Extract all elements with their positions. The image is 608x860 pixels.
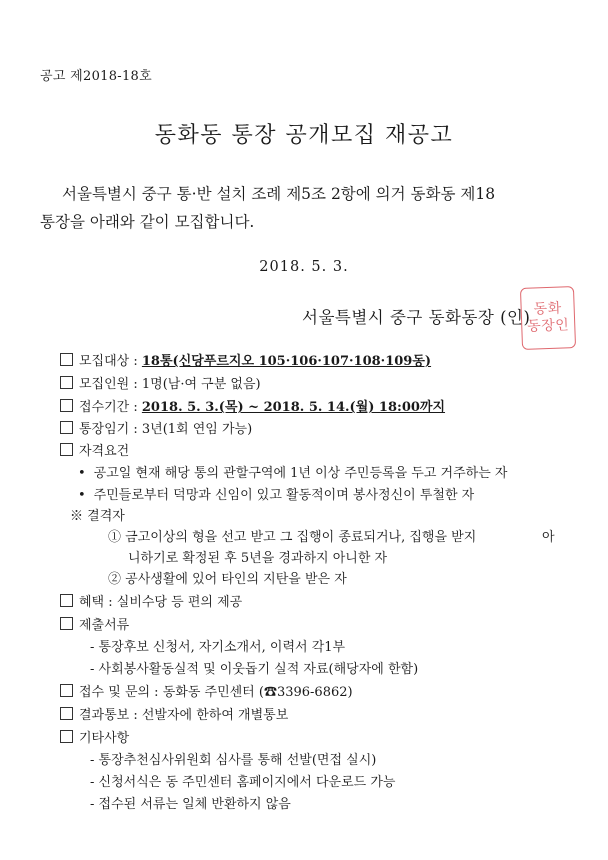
disqualification-1: ① 금고이상의 형을 선고 받고 그 집행이 종료되거나, 집행을 받지 <box>108 530 477 545</box>
disqualification-2: ② 공사생활에 있어 타인의 지탄을 받은 자 <box>108 572 347 587</box>
item-qualification: 자격요건 <box>60 440 129 459</box>
bullet-icon: • <box>78 488 86 503</box>
seal-text-1: 동화 <box>533 300 562 318</box>
item-period: 접수기간 : 2018. 5. 3.(목) ~ 2018. 5. 14.(월) 18:00까지 <box>60 396 445 415</box>
checkbox-square-icon <box>60 376 73 389</box>
page-title: 동화동 통장 공개모집 재공고 <box>154 123 454 148</box>
item-other: 기타사항 <box>60 727 129 746</box>
other-2: - 신청서식은 동 주민센터 홈페이지에서 다운로드 가능 <box>90 775 396 790</box>
reference-mark-icon: ※ <box>70 509 84 524</box>
checkbox-square-icon <box>60 617 73 630</box>
item-benefit: 혜택 : 실비수당 등 편의 제공 <box>60 591 242 610</box>
checkbox-square-icon <box>60 730 73 743</box>
qualification-1: • 공고일 현재 해당 통의 관할구역에 1년 이상 주민등록을 두고 거주하는 자 <box>78 466 508 481</box>
disqualification-1-cont: 니하기로 확정된 후 5년을 경과하지 아니한 자 <box>128 551 388 566</box>
circled-two-icon: ② <box>108 572 122 587</box>
seal-text-2: 동장인 <box>526 317 570 335</box>
bullet-icon: • <box>78 466 86 481</box>
official-seal-stamp <box>520 286 576 350</box>
disqualification-heading: ※ 결격자 <box>70 509 125 524</box>
document-1: - 통장후보 신청서, 자기소개서, 이력서 각1부 <box>90 640 346 655</box>
checkbox-square-icon <box>60 353 73 366</box>
checkbox-square-icon <box>60 594 73 607</box>
document-2: - 사회봉사활동실적 및 이웃돕기 실적 자료(해당자에 한함) <box>90 662 419 677</box>
item-term: 통장임기 : 3년(1회 연임 가능) <box>60 418 252 437</box>
intro-paragraph <box>40 180 580 236</box>
other-1: - 통장추천심사위원회 심사를 통해 선발(면접 실시) <box>90 753 377 768</box>
item-contact: 접수 및 문의 : 동화동 주민센터 (☎3396-6862) <box>60 681 353 700</box>
other-3: - 접수된 서류는 일체 반환하지 않음 <box>90 797 291 812</box>
item-documents: 제출서류 <box>60 614 129 633</box>
item-count: 모집인원 : 1명(남·여 구분 없음) <box>60 373 261 392</box>
checkbox-square-icon <box>60 684 73 697</box>
checkbox-square-icon <box>60 399 73 412</box>
qualification-2: • 주민들로부터 덕망과 신임이 있고 활동적이며 봉사정신이 투철한 자 <box>78 488 475 503</box>
intro-line-2: 통장을 아래와 같이 모집합니다. <box>40 213 255 231</box>
checkbox-square-icon <box>60 707 73 720</box>
item-result: 결과통보 : 선발자에 한하여 개별통보 <box>60 704 288 723</box>
item-target: 모집대상 : 18통(신당푸르지오 105·106·107·108·109동) <box>60 350 431 369</box>
checkbox-square-icon <box>60 443 73 456</box>
circled-one-icon: ① <box>108 530 122 545</box>
disqualification-1-wrap: 아 <box>542 530 555 545</box>
issuer-name: 서울특별시 중구 동화동장 (인) <box>302 308 531 327</box>
intro-line-1: 서울특별시 중구 통·반 설치 조례 제5조 2항에 의거 동화동 제18 <box>62 185 496 203</box>
checkbox-square-icon <box>60 421 73 434</box>
target-value: 18통(신당푸르지오 105·106·107·108·109동) <box>141 354 432 369</box>
period-value: 2018. 5. 3.(목) ~ 2018. 5. 14.(월) 18:00까지 <box>141 400 446 415</box>
notice-number: 공고 제2018-18호 <box>40 69 152 84</box>
notice-date: 2018. 5. 3. <box>259 259 349 275</box>
